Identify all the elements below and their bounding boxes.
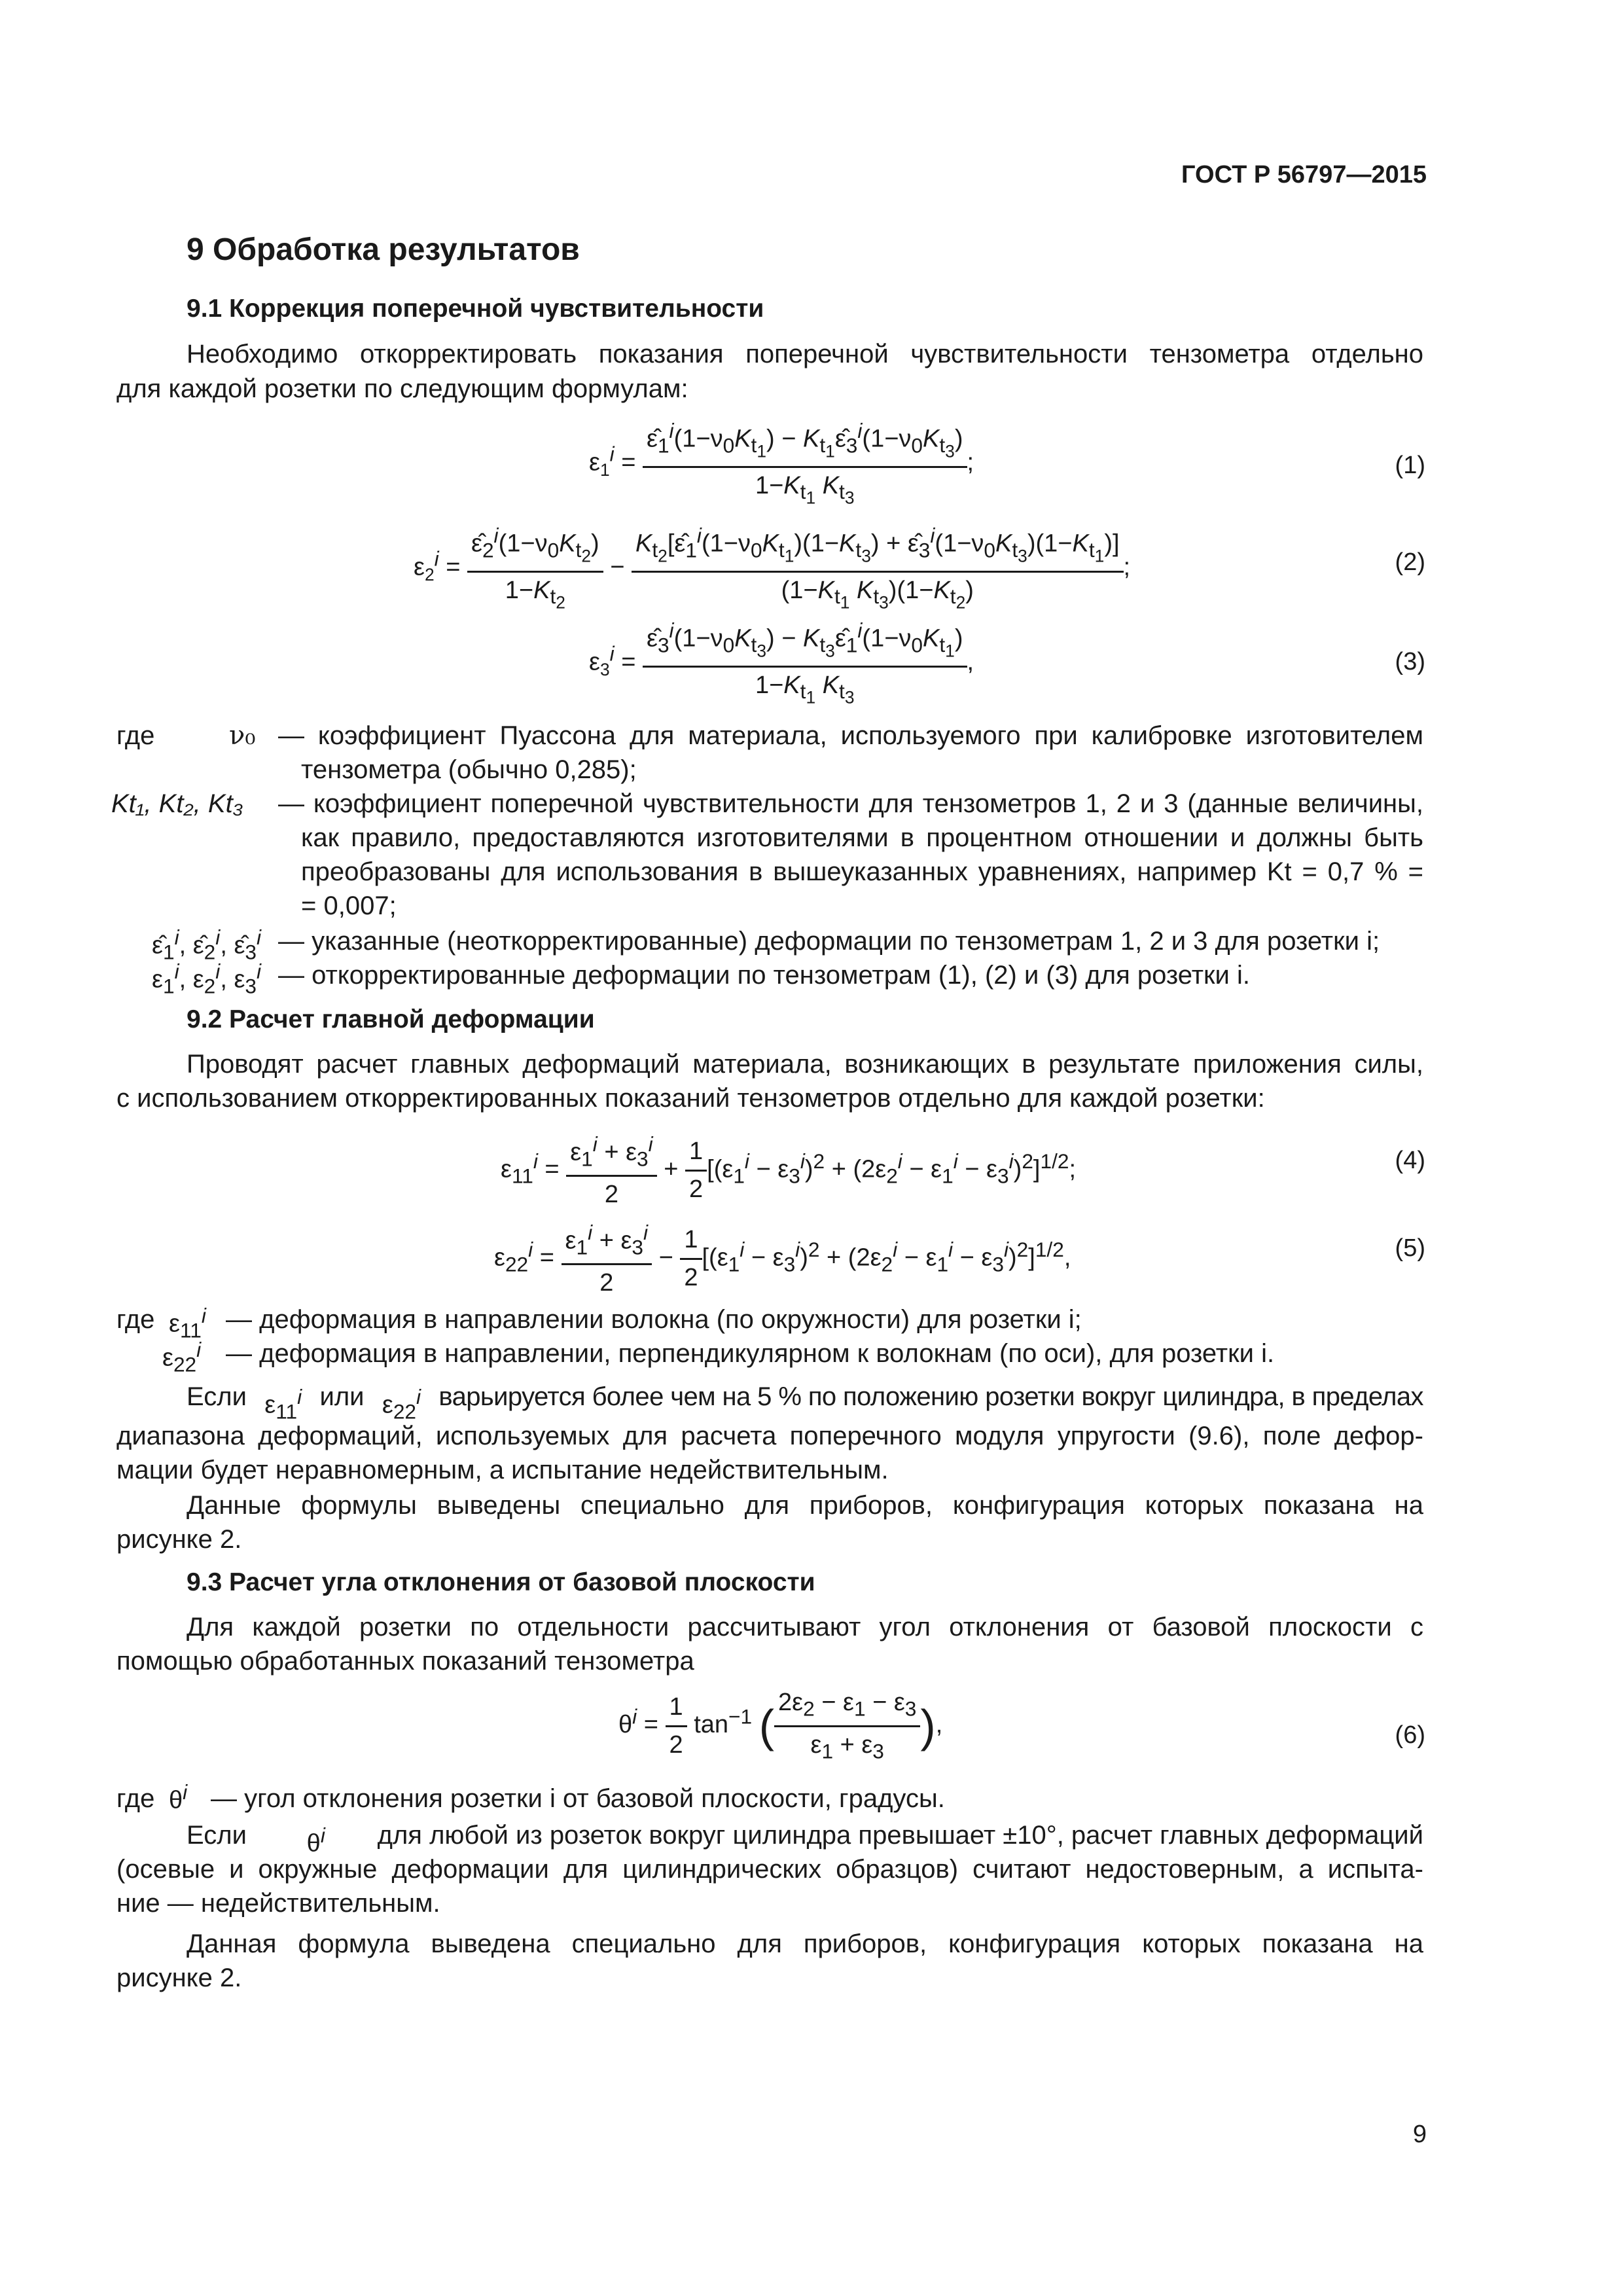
def-nu0-line1: — коэффициент Пуассона для материала, используемого при калибровке изготовителем xyxy=(278,721,1423,750)
s92-where-label: где xyxy=(116,1305,155,1334)
s91-paragraph-line2: для каждой розетки по следующим формулам: xyxy=(116,374,688,403)
s93-where-label: где xyxy=(116,1784,155,1813)
s93-if-word: Если xyxy=(187,1821,247,1850)
subsection-9-2-title: 9.2 Расчет главной деформации xyxy=(187,1005,595,1033)
equation-3-number: (3) xyxy=(1395,648,1425,675)
equation-2: $\varepsilon_2^i$ = $\frac{\varepsilon̂_2^i(1-\nu_0K_{t_2})}{1-K_{t_2}}$ − $\frac{K_{t_2}[\varepsilon̂_1^i(1-\nu_0K_{t_1})(1-K_{t_3}) + \varepsilon̂_3^i(1-\nu_0K_{t_3})(1-K_{t_1})]}{(1-K_{t_1} K_{t_3})(1-K_{t_2})}$ ; xyxy=(414,524,1131,613)
s93-note-line2: рисунке 2. xyxy=(116,1964,242,1992)
s92-if-line3: мации будет неравномерным, а испытание недействительным. xyxy=(116,1456,889,1484)
equation-5: $\varepsilon_{22}^i$ = $\frac{\varepsilon_1^i + \varepsilon_3^i}{2}$ − $\frac{1}{2}$ $[(\varepsilon_1^i - \varepsilon_3^i)^2 + (2\varepsilon_2^i - \varepsilon_1^i - \varepsilon_3^i)^2]^{1/2}$, xyxy=(494,1221,1071,1297)
s92-note-line1: Данные формулы выведены специально для приборов, конфигурация которых показана на xyxy=(187,1491,1423,1520)
s92-note-line2: рисунке 2. xyxy=(116,1525,242,1554)
s93-paragraph-line2: помощью обработанных показаний тензометра xyxy=(116,1647,694,1676)
s91-paragraph-line1: Необходимо откорректировать показания поперечной чувствительности тензометра отдельно xyxy=(187,340,1423,368)
def-nu0-symbol: ν₀ xyxy=(229,721,256,751)
def-eps-symbol: $\varepsilon_1^i$, $\varepsilon_2^i$, $\varepsilon_3^i$ xyxy=(152,960,262,998)
s92-if-or: или xyxy=(319,1382,365,1411)
s92-paragraph-line1: Проводят расчет главных деформаций материала, возникающих в результате приложения силы, xyxy=(187,1050,1423,1079)
def-theta-text: — угол отклонения розетки i от базовой плоскости, градусы. xyxy=(211,1784,945,1813)
s93-if-line2: (осевые и окружные деформации для цилиндрических образцов) считают недостоверным, а испыта- xyxy=(116,1855,1423,1884)
equation-1-number: (1) xyxy=(1395,452,1425,479)
s92-if-line2: диапазона деформаций, используемых для расчета поперечного модуля упругости (9.6), поле дефор- xyxy=(116,1422,1423,1450)
def-kt-line3: преобразованы для использования в вышеуказанных уравнениях, например Kt = 0,7 % = xyxy=(301,857,1423,886)
def-kt-line2: как правило, предоставляются изготовителями в процентном отношении и должны быть xyxy=(301,823,1423,852)
s92-if-eps22: $\varepsilon_{22}^i$ xyxy=(382,1385,421,1424)
def-eps-text: — откорректированные деформации по тензометрам (1), (2) и (3) для розетки i. xyxy=(278,961,1250,990)
def-eps22-symbol: $\varepsilon_{22}^i$ xyxy=(162,1338,202,1376)
def-eps-hat-symbol: $\varepsilon̂_1^i$, $\varepsilon̂_2^i$, $\varepsilon̂_3^i$ xyxy=(152,925,262,964)
equation-5-number: (5) xyxy=(1395,1234,1425,1262)
s92-if-eps11: $\varepsilon_{11}^i$ xyxy=(264,1385,302,1424)
s92-if-word: Если xyxy=(187,1382,247,1411)
s93-note-line1: Данная формула выведена специально для приборов, конфигурация которых показана на xyxy=(187,1929,1423,1958)
def-theta-symbol: $\theta^i$ xyxy=(169,1780,188,1814)
def-kt-symbol: Kt₁, Kt₂, Kt₃ xyxy=(111,789,243,818)
equation-4-number: (4) xyxy=(1395,1147,1425,1174)
equation-4: $\varepsilon_{11}^i$ = $\frac{\varepsilon_1^i + \varepsilon_3^i}{2}$ + $\frac{1}{2}$ $[(\varepsilon_1^i - \varepsilon_3^i)^2 + (2\varepsilon_2^i - \varepsilon_1^i - \varepsilon_3^i)^2]^{1/2}$; xyxy=(501,1132,1077,1209)
def-kt-line1: — коэффициент поперечной чувствительности для тензометров 1, 2 и 3 (данные величины, xyxy=(278,789,1423,818)
s92-paragraph-line2: с использованием откорректированных показаний тензометров отдельно для каждой розетки: xyxy=(116,1084,1265,1113)
subsection-9-1-title: 9.1 Коррекция поперечной чувствительности xyxy=(187,295,764,323)
equation-6-number: (6) xyxy=(1395,1721,1425,1749)
def-eps11-symbol: $\varepsilon_{11}^i$ xyxy=(169,1304,206,1342)
where-label: где xyxy=(116,721,155,750)
def-eps11-text: — деформация в направлении волокна (по окружности) для розетки i; xyxy=(226,1305,1082,1334)
equation-6: $\theta^i$ = $\frac{1}{2}$ $\tan^{-1}$ ( $\frac{2\varepsilon_2 - \varepsilon_1 - \varepsilon_3}{\varepsilon_1 + \varepsilon_3}$ ), xyxy=(618,1689,943,1763)
s93-paragraph-line1: Для каждой розетки по отдельности рассчитывают угол отклонения от базовой плоскости с xyxy=(187,1613,1423,1641)
page-number: 9 xyxy=(1412,2121,1427,2148)
def-eps22-text: — деформация в направлении, перпендикулярном к волокнам (по оси), для розетки i. xyxy=(226,1339,1275,1368)
s93-if-rest: для любой из розеток вокруг цилиндра превышает ±10°, расчет главных деформаций xyxy=(377,1821,1423,1850)
s93-if-theta: $\theta^i$ xyxy=(306,1823,325,1857)
def-eps-hat-text: — указанные (неоткорректированные) деформации по тензометрам 1, 2 и 3 для розетки i; xyxy=(278,927,1380,956)
section-title: 9 Обработка результатов xyxy=(187,232,580,267)
equation-3: $\varepsilon_3^i$ = $\frac{\varepsilon̂_3^i(1-\nu_0K_{t_3}) - K_{t_3}\varepsilon̂_1^i(1-\nu_0K_{t_1})}{1-K_{t_1} K_{t_3}}$ , xyxy=(589,619,974,708)
def-kt-line4: = 0,007; xyxy=(301,891,397,920)
equation-2-number: (2) xyxy=(1395,548,1425,576)
def-nu0-line2: тензометра (обычно 0,285); xyxy=(301,755,637,784)
equation-1: $\varepsilon_1^i$ = $\frac{\varepsilon̂_1^i(1-\nu_0K_{t_1}) - K_{t_1}\varepsilon̂_3^i(1-\nu_0K_{t_3})}{1-K_{t_1} K_{t_3}}$ ; xyxy=(589,419,974,508)
s93-if-line3: ние — недействительным. xyxy=(116,1889,440,1918)
subsection-9-3-title: 9.3 Расчет угла отклонения от базовой плоскости xyxy=(187,1568,815,1596)
s92-if-rest: варьируется более чем на 5 % по положению розетки вокруг цилиндра, в пределах xyxy=(438,1382,1423,1411)
document-id: ГОСТ Р 56797—2015 xyxy=(1181,161,1427,188)
